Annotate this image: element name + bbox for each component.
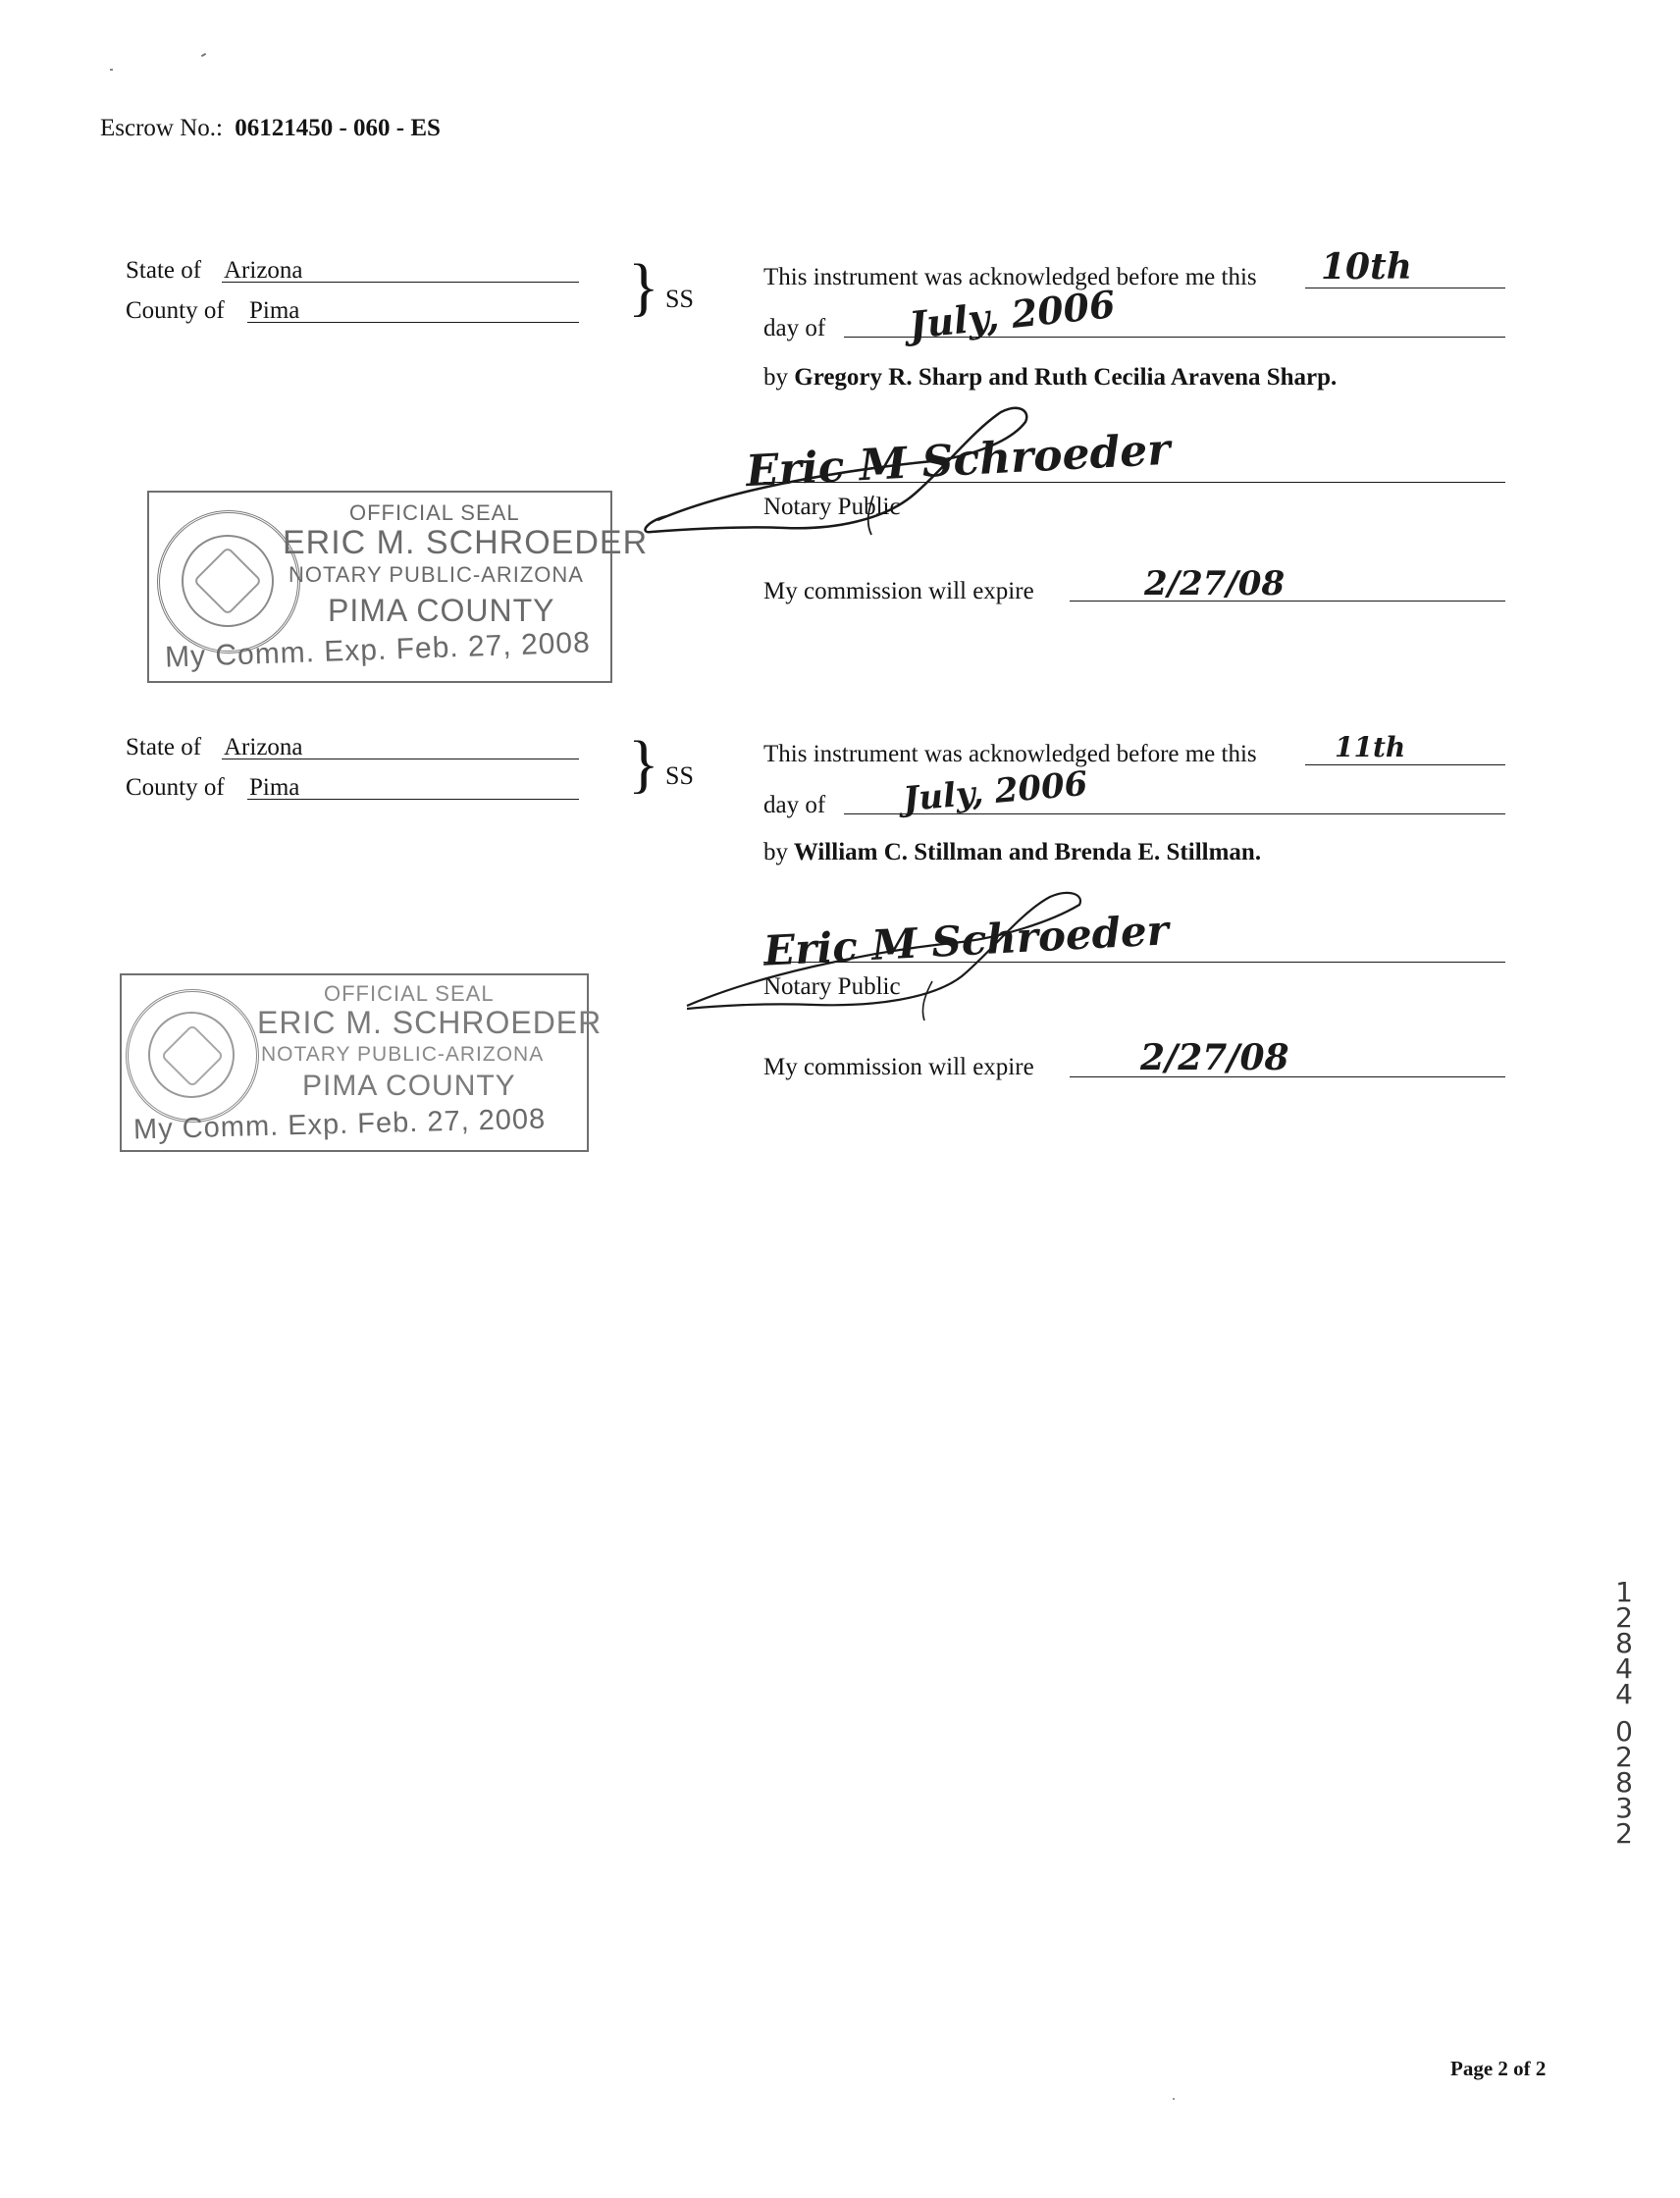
by-label: by — [763, 364, 788, 391]
page-number: Page 2 of 2 — [1450, 2057, 1547, 2080]
venue-brace: } — [628, 728, 659, 800]
ack-day-handwritten: 10th — [1321, 246, 1412, 288]
ack-day-handwritten: 11th — [1335, 731, 1406, 763]
escrow-line — [100, 116, 441, 140]
ss-label: SS — [665, 285, 694, 313]
recording-digit: 2 — [1615, 1817, 1633, 1850]
recording-digit: 8 — [1615, 1627, 1633, 1659]
ss-label: SS — [665, 761, 694, 790]
commission-handwritten: 2/27/08 — [1140, 1037, 1289, 1078]
seal-role: NOTARY PUBLIC-ARIZONA — [261, 1043, 545, 1066]
county-underline — [247, 322, 579, 323]
state-label: State of — [126, 257, 202, 284]
by-line — [763, 840, 1261, 864]
recording-digit: 4 — [1615, 1678, 1633, 1710]
seal-expiry: My Comm. Exp. Feb. 27, 2008 — [164, 626, 592, 674]
ack-day-underline — [1305, 764, 1505, 765]
county-label: County of — [126, 297, 225, 324]
recording-digit: 3 — [1615, 1792, 1633, 1824]
state-label: State of — [126, 734, 202, 760]
recording-digit: 1 — [1615, 1576, 1633, 1608]
recording-digit: 8 — [1615, 1766, 1633, 1799]
recording-digit: 2 — [1615, 1601, 1633, 1634]
seal-title: OFFICIAL SEAL — [324, 981, 495, 1006]
signature-flourish — [638, 402, 1050, 550]
day-of-label: day of — [763, 792, 826, 818]
ack-text: This instrument was acknowledged before me this — [763, 741, 1257, 767]
escrow-label: Escrow No.: — [100, 115, 223, 141]
day-of-handwritten: July, 2006 — [901, 763, 1089, 820]
by-names: William C. Stillman and Brenda E. Stillman. — [793, 839, 1262, 865]
county-value: Pima — [249, 774, 300, 801]
state-underline — [222, 282, 579, 283]
day-of-label: day of — [763, 315, 826, 341]
state-value: Arizona — [224, 257, 303, 284]
state-value: Arizona — [224, 734, 303, 760]
scan-speck — [110, 69, 113, 71]
seal-county: PIMA COUNTY — [302, 1070, 516, 1102]
venue-brace: } — [628, 251, 659, 323]
scan-speck — [201, 53, 206, 57]
by-label: by — [763, 839, 788, 865]
ack-text: This instrument was acknowledged before me this — [763, 264, 1257, 290]
county-label: County of — [126, 774, 225, 801]
signature-flourish — [667, 883, 1099, 1030]
arizona-seal-emblem — [126, 989, 259, 1123]
seal-expiry: My Comm. Exp. Feb. 27, 2008 — [132, 1103, 547, 1146]
seal-county: PIMA COUNTY — [328, 593, 555, 628]
escrow-number: 06121450 - 060 - ES — [235, 115, 441, 141]
notary-signature: Eric M Schroeder — [744, 424, 1172, 497]
recording-digit: 4 — [1615, 1652, 1633, 1685]
commission-handwritten: 2/27/08 — [1144, 564, 1286, 603]
notary-label: Notary Public — [763, 494, 901, 520]
notary-signature: Eric M Schroeder — [761, 906, 1170, 975]
county-underline — [247, 799, 579, 800]
seal-name: ERIC M. SCHROEDER — [257, 1005, 603, 1040]
county-value: Pima — [249, 297, 300, 324]
recording-digit: 2 — [1615, 1741, 1633, 1773]
seal-name: ERIC M. SCHROEDER — [283, 524, 649, 561]
commission-label: My commission will expire — [763, 1054, 1034, 1080]
by-line — [763, 365, 1337, 390]
arizona-seal-emblem — [157, 510, 300, 654]
seal-title: OFFICIAL SEAL — [349, 500, 520, 525]
recording-digit: 0 — [1615, 1715, 1633, 1748]
scan-speck — [1173, 2098, 1175, 2100]
notary-label: Notary Public — [763, 973, 901, 1000]
commission-label: My commission will expire — [763, 578, 1034, 604]
by-names: Gregory R. Sharp and Ruth Cecilia Aravena Sharp. — [794, 364, 1338, 391]
day-of-handwritten: July, 2006 — [907, 282, 1118, 347]
commission-underline — [1070, 601, 1505, 602]
seal-role: NOTARY PUBLIC-ARIZONA — [289, 562, 584, 587]
